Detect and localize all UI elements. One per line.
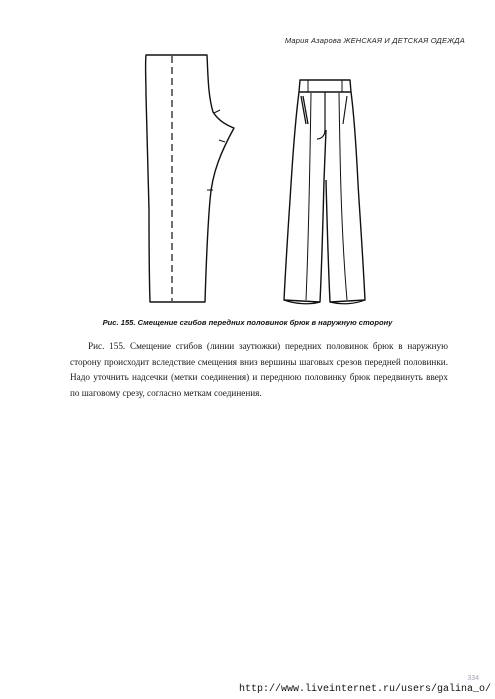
body-paragraph: Рис. 155. Смещение сгибов (линии заутюжки) передних половинок брюк в наружную сторону происходит вследствие смещения вниз вершины шаговых срезов передней половинки. Надо уточнить надсечки (метки соединения) и переднюю половинку брюк передвинуть вверх по шаговому срезу, согласно меткам соединения. [70, 341, 448, 398]
front-half-pattern [146, 55, 234, 302]
trousers-figure [0, 0, 495, 320]
figure-caption: Рис. 155. Смещение сгибов передних половинок брюк в наружную сторону [102, 318, 393, 327]
body-text [70, 339, 448, 401]
running-header: Мария Азарова ЖЕНСКАЯ И ДЕТСКАЯ ОДЕЖДА [284, 36, 465, 45]
source-watermark: http://www.liveinternet.ru/users/galina_o/ [238, 684, 491, 695]
trousers-front-view [284, 80, 365, 304]
page-number: 334 [467, 675, 479, 682]
